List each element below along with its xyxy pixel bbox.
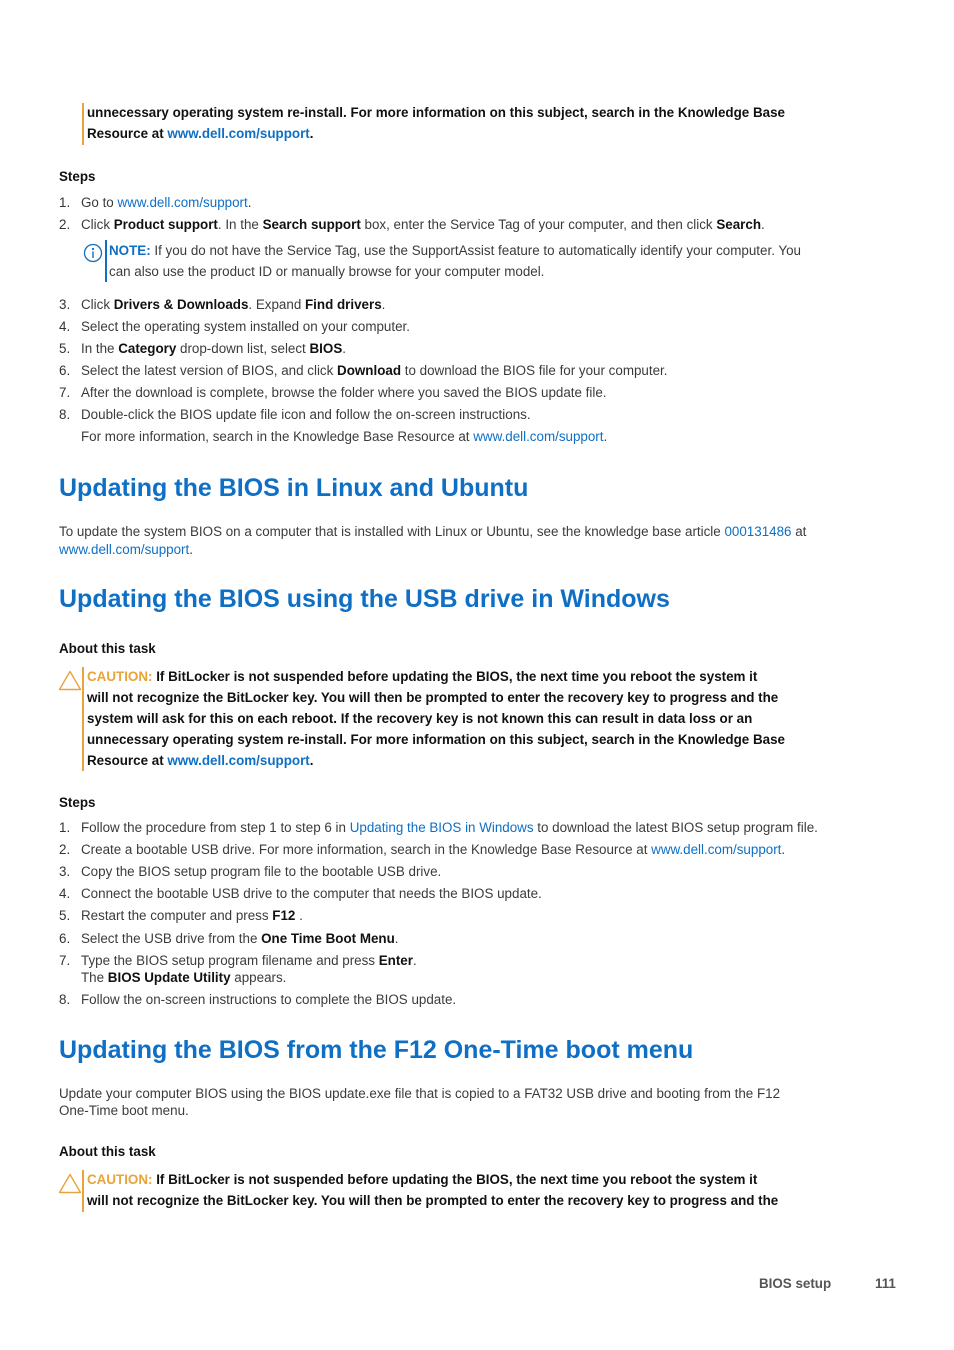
support-link[interactable]: www.dell.com/support — [167, 126, 310, 141]
list-item: 6. Select the latest version of BIOS, and click Download to download the BIOS file for your computer. — [59, 363, 668, 378]
list-item: 8. Double-click the BIOS update file icon and follow the on-screen instructions. — [59, 407, 531, 422]
about-task-label: About this task — [59, 641, 156, 656]
steps-label: Steps — [59, 795, 96, 810]
list-item: 3. Click Drivers & Downloads. Expand Find drivers. — [59, 297, 386, 312]
list-item: 6. Select the USB drive from the One Time Boot Menu. — [59, 931, 399, 946]
list-item: 5. Restart the computer and press F12 . — [59, 908, 303, 923]
list-item: 3. Copy the BIOS setup program file to the bootable USB drive. — [59, 864, 442, 879]
caution-bar — [82, 103, 84, 145]
note-text: NOTE: If you do not have the Service Tag, use the SupportAssist feature to automatically identify your computer. You can also use the product ID or manually browse for your computer model. — [109, 243, 801, 279]
list-item: 7. Type the BIOS setup program filename and press Enter. — [59, 953, 417, 968]
note-bar — [105, 240, 107, 282]
support-link[interactable]: www.dell.com/support — [651, 842, 782, 857]
about-task-label: About this task — [59, 1144, 156, 1159]
caution-text: CAUTION: If BitLocker is not suspended before updating the BIOS, the next time you reboot the system it will not recognize the BitLocker key. You will then be prompted to enter the recovery key to progress and the system will ask for this on each reboot. If the recovery key is not known this can result in data loss or an unnecessary operating system re-install. For more information on this subject, search in the Knowledge Base Resource at www.dell.com/support. — [87, 669, 785, 768]
page-number: 111 — [875, 1276, 896, 1291]
support-link[interactable]: www.dell.com/support — [167, 753, 310, 768]
section-heading-linux: Updating the BIOS in Linux and Ubuntu — [59, 474, 529, 502]
list-item: 2. Create a bootable USB drive. For more information, search in the Knowledge Base Resource at www.dell.com/support. — [59, 842, 786, 857]
linux-paragraph: To update the system BIOS on a computer that is installed with Linux or Ubuntu, see the knowledge base article 000131486 at www.dell.com/support. — [59, 524, 807, 557]
windows-bios-link[interactable]: Updating the BIOS in Windows — [349, 820, 534, 835]
list-item: 7. After the download is complete, browse the folder where you saved the BIOS update file. — [59, 385, 607, 400]
support-link[interactable]: www.dell.com/support — [117, 195, 248, 210]
list-item: 1. Follow the procedure from step 1 to step 6 in Updating the BIOS in Windows to download the latest BIOS setup program file. — [59, 820, 818, 835]
caution-text: CAUTION: If BitLocker is not suspended before updating the BIOS, the next time you reboot the system it will not recognize the BitLocker key. You will then be prompted to enter the recovery key to progress and the — [87, 1172, 779, 1208]
f12-paragraph: Update your computer BIOS using the BIOS update.exe file that is copied to a FAT32 USB drive and booting from the F12 One-Time boot menu. — [59, 1086, 781, 1118]
list-item-subtext: The BIOS Update Utility appears. — [81, 970, 287, 985]
section-heading-f12: Updating the BIOS from the F12 One-Time boot menu — [59, 1036, 694, 1064]
info-icon — [83, 243, 103, 263]
caution-bar — [82, 667, 84, 771]
list-item: 4. Select the operating system installed on your computer. — [59, 319, 410, 334]
caution-text-continued: unnecessary operating system re-install. For more information on this subject, search in the Knowledge Base Resource at www.dell.com/support. — [87, 105, 785, 141]
warning-triangle-icon — [58, 670, 82, 691]
section-heading-usb: Updating the BIOS using the USB drive in Windows — [59, 585, 670, 613]
list-item: 2. Click Product support. In the Search support box, enter the Service Tag of your computer, and then click Search. — [59, 217, 765, 232]
list-item: 4. Connect the bootable USB drive to the computer that needs the BIOS update. — [59, 886, 542, 901]
support-link[interactable]: www.dell.com/support — [59, 542, 190, 557]
list-item: 8. Follow the on-screen instructions to complete the BIOS update. — [59, 992, 457, 1007]
caution-bar — [82, 1170, 84, 1212]
footer-section-title: BIOS setup — [759, 1276, 832, 1291]
list-item: 1. Go to www.dell.com/support. — [59, 195, 252, 210]
list-item: 5. In the Category drop-down list, select BIOS. — [59, 341, 346, 356]
support-link[interactable]: www.dell.com/support — [473, 429, 604, 444]
steps-label: Steps — [59, 169, 96, 184]
article-link[interactable]: 000131486 — [724, 524, 792, 539]
list-item-subtext: For more information, search in the Knowledge Base Resource at www.dell.com/support. — [81, 429, 608, 444]
warning-triangle-icon — [58, 1173, 82, 1194]
